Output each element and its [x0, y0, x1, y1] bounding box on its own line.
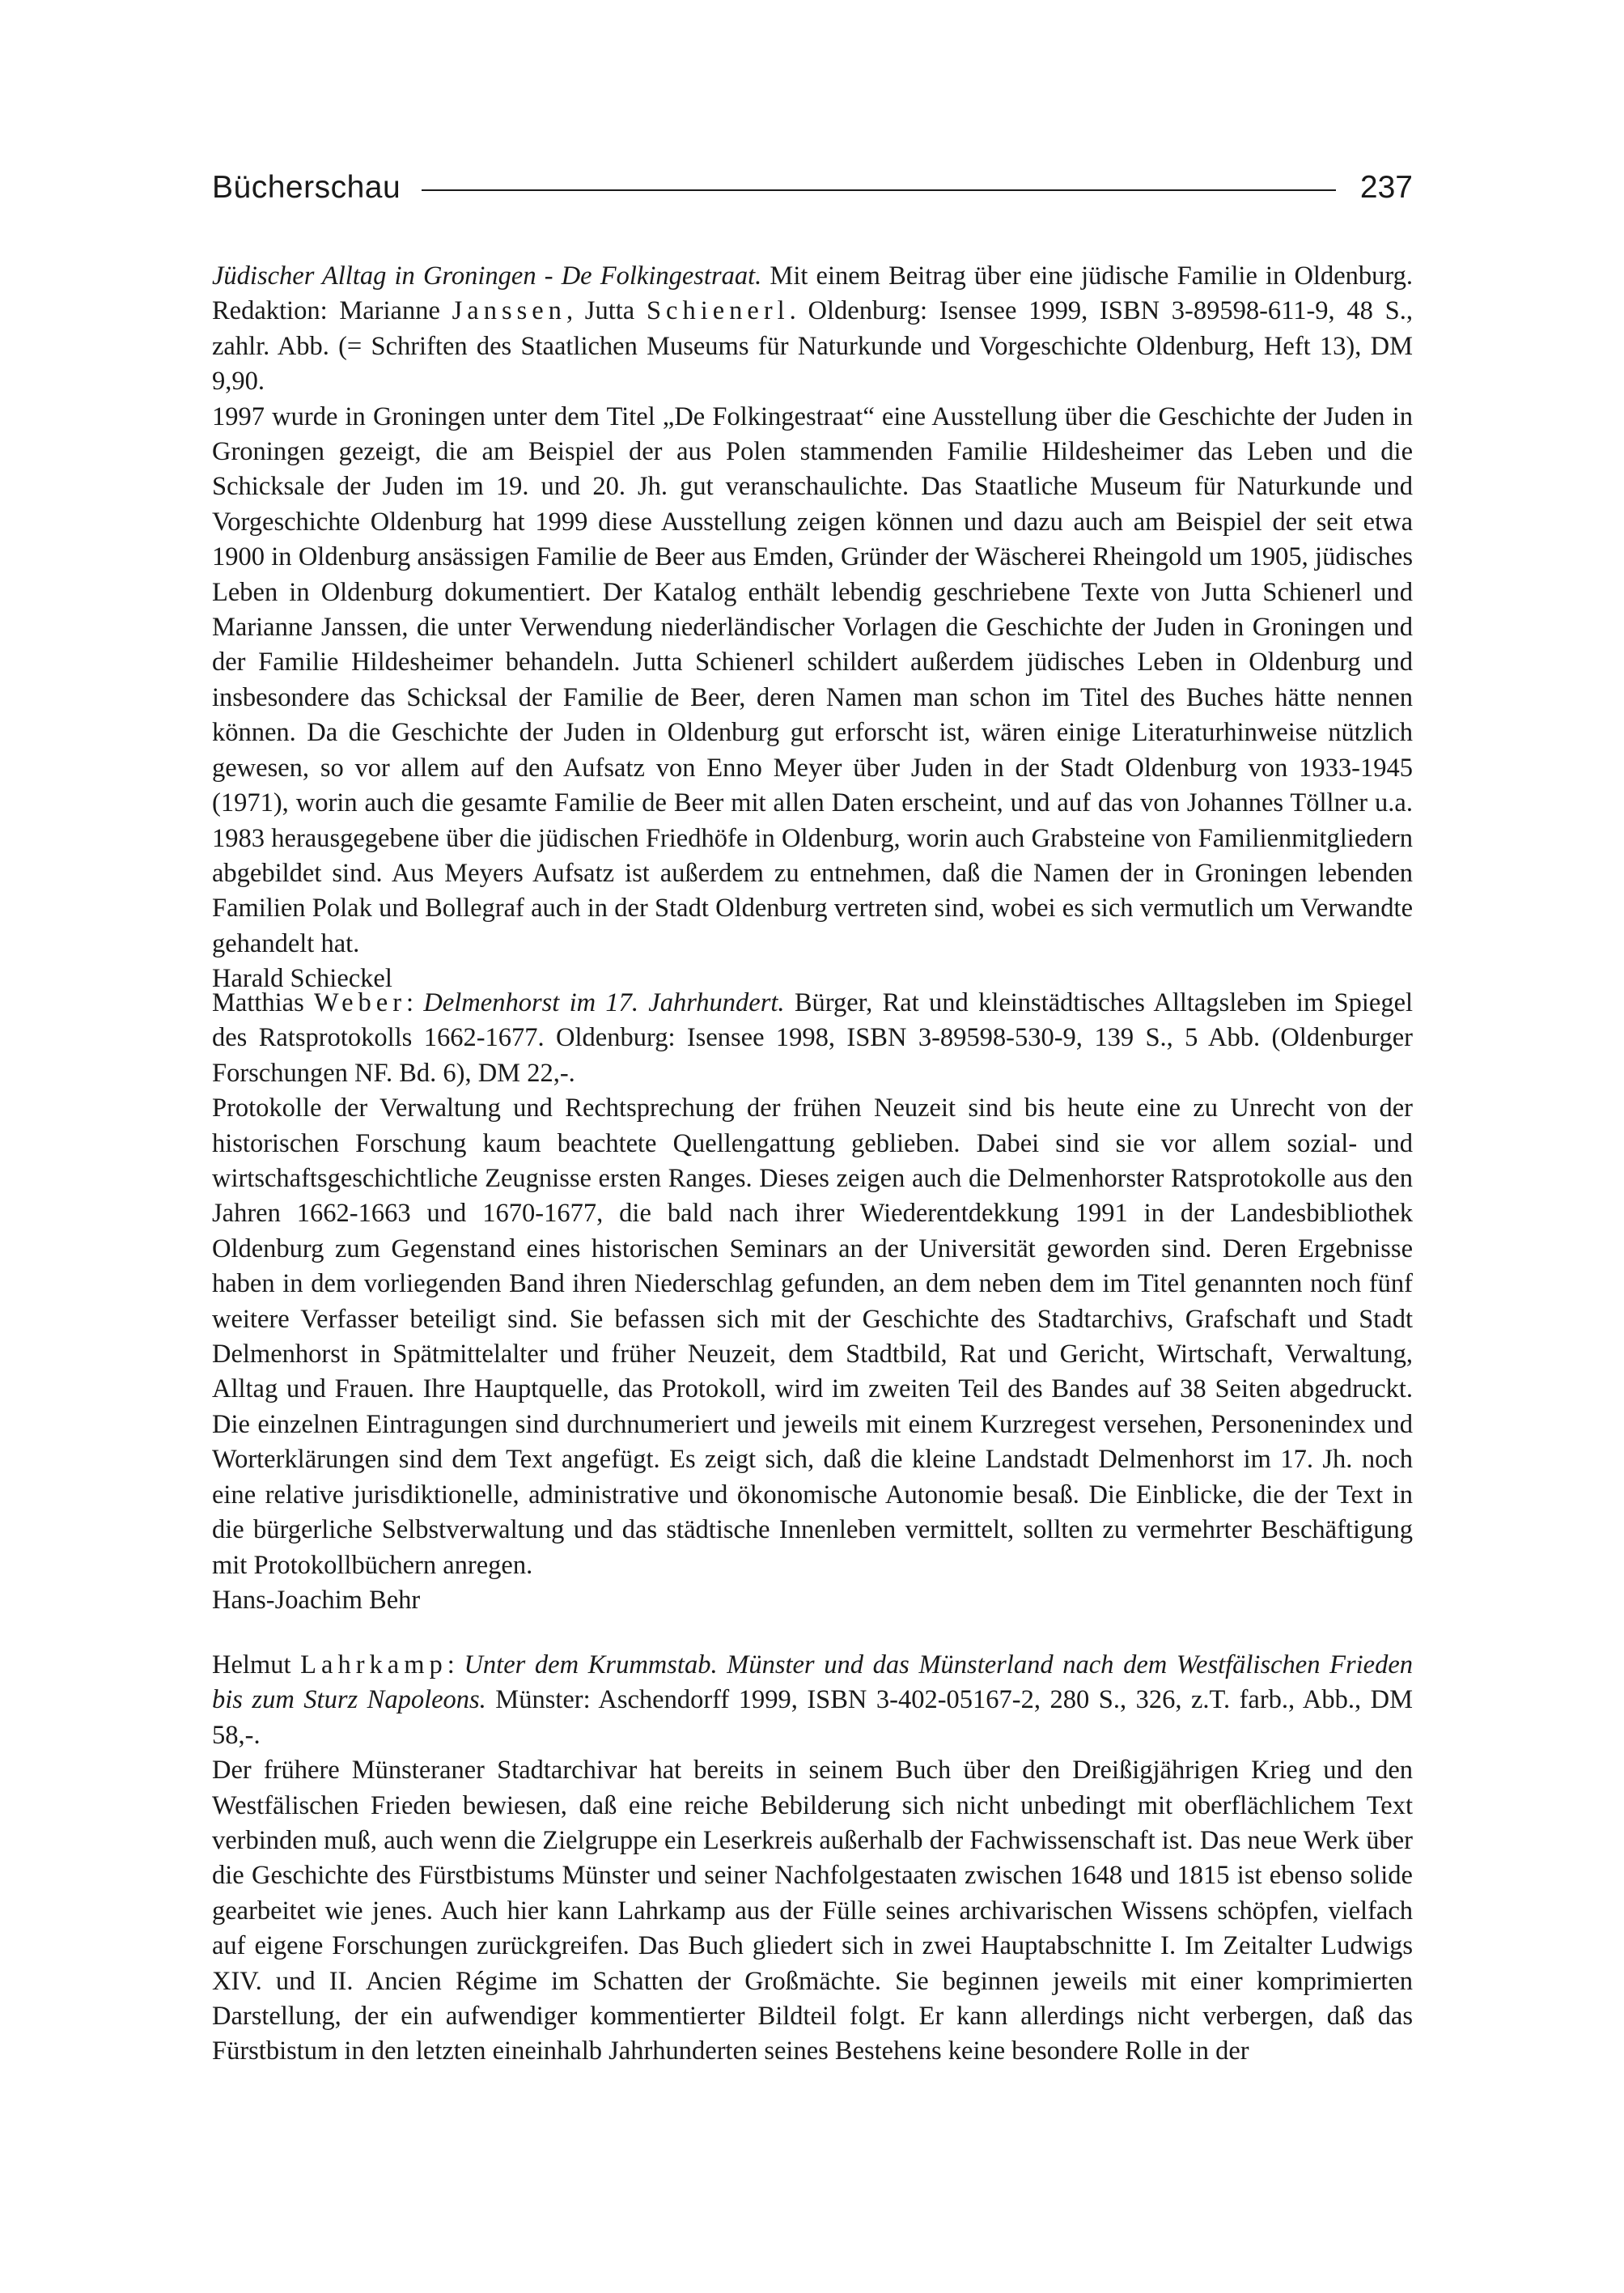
review-juedischer-alltag: [212, 259, 1413, 997]
book-title: Unter dem Krummstab. Münster und das Münsterland nach dem Westfälischen Frieden bis zum Sturz Napoleons.: [212, 1650, 1414, 1715]
page-number: 237: [1359, 170, 1413, 205]
reviewer-signature: Harald Schieckel: [212, 964, 392, 994]
author-surname: Lahrkamp: [300, 1650, 447, 1679]
running-title: Bücherschau: [212, 170, 401, 205]
reviewer-signature: Hans-Joachim Behr: [212, 1585, 421, 1615]
review-body: 1997 wurde in Groningen unter dem Titel „De Folkingestraat“ eine Ausstellung über die Geschichte der Juden in Groningen gezeigt, die am Beispiel der aus Polen stammenden Familie Hildesheimer das Leben und die Schicksale der Juden im 19. und 20. Jh. gut veranschaulichte. Das Staatliche Museum für Naturkunde und Vorgeschichte Oldenburg hat 1999 diese Ausstellung zeigen können und dazu auch am Beispiel der seit etwa 1900 in Oldenburg ansässigen Familie de Beer aus Emden, Gründer der Wäscherei Rheingold um 1905, jüdisches Leben in Oldenburg dokumentiert. Der Katalog enthält lebendig geschriebene Texte von Jutta Schienerl und Marianne Janssen, die unter Verwendung niederländischer Vorlagen die Geschichte der Juden in Groningen und der Familie Hildesheimer behandeln. Jutta Schienerl schildert außerdem jüdisches Leben in Oldenburg und insbesondere das Schicksal der Familie de Beer, deren Namen man schon im Titel des Buches hätte nennen können. Da die Geschichte der Juden in Oldenburg gut erforscht ist, wären einige Literaturhinweise nützlich gewesen, so vor allem auf den Aufsatz von Enno Meyer über Juden in der Stadt Oldenburg von 1933-1945 (1971), worin auch die gesamte Familie de Beer mit allen Daten erscheint, und auf das von Johannes Töllner u.a. 1983 herausgegebene über die jüdischen Friedhöfe in Oldenburg, worin auch Grabsteine von Familienmitgliedern abgebildet sind. Aus Meyers Aufsatz ist außerdem zu entnehmen, daß die Namen der in Groningen lebenden Familien Polak und Bollegraf auch in der Stadt Oldenburg vertreten sind, wobei es sich vermutlich um Verwandte gehandelt hat.: [212, 401, 1413, 958]
running-head: [212, 164, 1413, 211]
biblio-text: . Oldenburg: Isensee 1999, ISBN 3-89598-611-9, 48 S., zahlr. Abb. (= Schriften des Staatlichen Museums für Naturkunde und Vorgeschichte Oldenburg, Heft 13), DM 9,90.: [212, 296, 1413, 397]
review-body: Der frühere Münsteraner Stadtarchivar hat bereits in seinem Buch über den Dreißigjährigen Krieg und den Westfälischen Frieden bewiesen, daß eine reiche Bebilderung sich nicht unbedingt mit oberflächlichem Text verbinden muß, auch wenn die Zielgruppe ein Leserkreis außerhalb der Fachwissenschaft ist. Das neue Werk über die Geschichte des Fürstbistums Münster und seiner Nachfolgestaaten zwischen 1648 und 1815 ist ebenso solide gearbeitet wie jenes. Auch hier kann Lahrkamp aus der Fülle seines archivarischen Wissens schöpfen, vielfach auf eigene Forschungen zurückgreifen. Das Buch gliedert sich in zwei Hauptabschnitte I. Im Zeitalter Ludwigs XIV. und II. Ancien Régime im Schatten der Großmächte. Sie beginnen jeweils mit einer komprimierten Darstellung, der ein aufwendiger kommentierter Bildteil folgt. Er kann allerdings nicht verbergen, daß das Fürstbistum in den letzten eineinhalb Jahrhunderten seines Bestehens keine besondere Rolle in der: [212, 1756, 1413, 2066]
biblio-text: Münster: Aschendorff 1999, ISBN 3-402-05167-2, 280 S., 326, z.T. farb., Abb., DM 58,-.: [212, 1685, 1413, 1750]
biblio-text: Mit einem Beitrag über eine jüdische Familie in Oldenburg. Redaktion: Marianne: [212, 261, 1413, 326]
header-rule: [422, 189, 1336, 191]
book-title: Delmenhorst im 17. Jahrhundert.: [423, 988, 785, 1017]
colon: :: [447, 1650, 464, 1679]
review-delmenhorst: [212, 986, 1413, 1618]
bibliographic-entry: [212, 259, 1413, 400]
author-first-name: Matthias: [212, 988, 315, 1017]
biblio-text: , Jutta: [566, 296, 647, 326]
editor-surname: Schienerl: [646, 296, 790, 326]
author-first-name: Helmut: [212, 1650, 301, 1679]
bibliographic-entry: [212, 986, 1413, 1091]
colon: :: [406, 988, 424, 1017]
review-unter-dem-krummstab: [212, 1648, 1413, 2070]
biblio-text: Bürger, Rat und kleinstädtisches Alltagsleben im Spiegel des Ratsprotokolls 1662-1677. Oldenburg: Isensee 1998, ISBN 3-89598-530-9, 139 S., 5 Abb. (Oldenburger Forschungen NF. Bd. 6), DM 22,-.: [212, 988, 1414, 1088]
author-surname: Weber: [314, 988, 407, 1017]
book-title: Jüdischer Alltag in Groningen - De Folkingestraat.: [212, 261, 762, 291]
editor-surname: Janssen: [452, 296, 566, 326]
review-body: Protokolle der Verwaltung und Rechtsprechung der frühen Neuzeit sind bis heute eine zu Unrecht von der historischen Forschung kaum beachtete Quellengattung geblieben. Dabei sind sie vor allem sozial- und wirtschaftsgeschichtliche Zeugnisse ersten Ranges. Dieses zeigen auch die Delmenhorster Ratsprotokolle aus den Jahren 1662-1663 und 1670-1677, die bald nach ihrer Wiederentdekkung 1991 in der Landesbibliothek Oldenburg zum Gegenstand eines historischen Seminars an der Universität geworden sind. Deren Ergebnisse haben in dem vorliegenden Band ihren Niederschlag gefunden, an dem neben dem im Titel genannten noch fünf weitere Verfasser beteiligt sind. Sie befassen sich mit der Geschichte des Stadtarchivs, Grafschaft und Stadt Delmenhorst in Spätmittelalter und früher Neuzeit, dem Stadtbild, Rat und Gericht, Wirtschaft, Verwaltung, Alltag und Frauen. Ihre Hauptquelle, das Protokoll, wird im zweiten Teil des Bandes auf 38 Seiten abgedruckt. Die einzelnen Eintragungen sind durchnumeriert und jeweils mit einem Kurzregest versehen, Personenindex und Worterklärungen sind dem Text angefügt. Es zeigt sich, daß die kleine Landstadt Delmenhorst im 17. Jh. noch eine relative jurisdiktionelle, administrative und ökonomische Autonomie besaß. Die Einblicke, die der Text in die bürgerliche Selbstverwaltung und das städtische Innenleben vermittelt, sollten zu vermehrter Beschäftigung mit Protokollbüchern anregen.: [212, 1093, 1413, 1580]
bibliographic-entry: [212, 1648, 1413, 1753]
